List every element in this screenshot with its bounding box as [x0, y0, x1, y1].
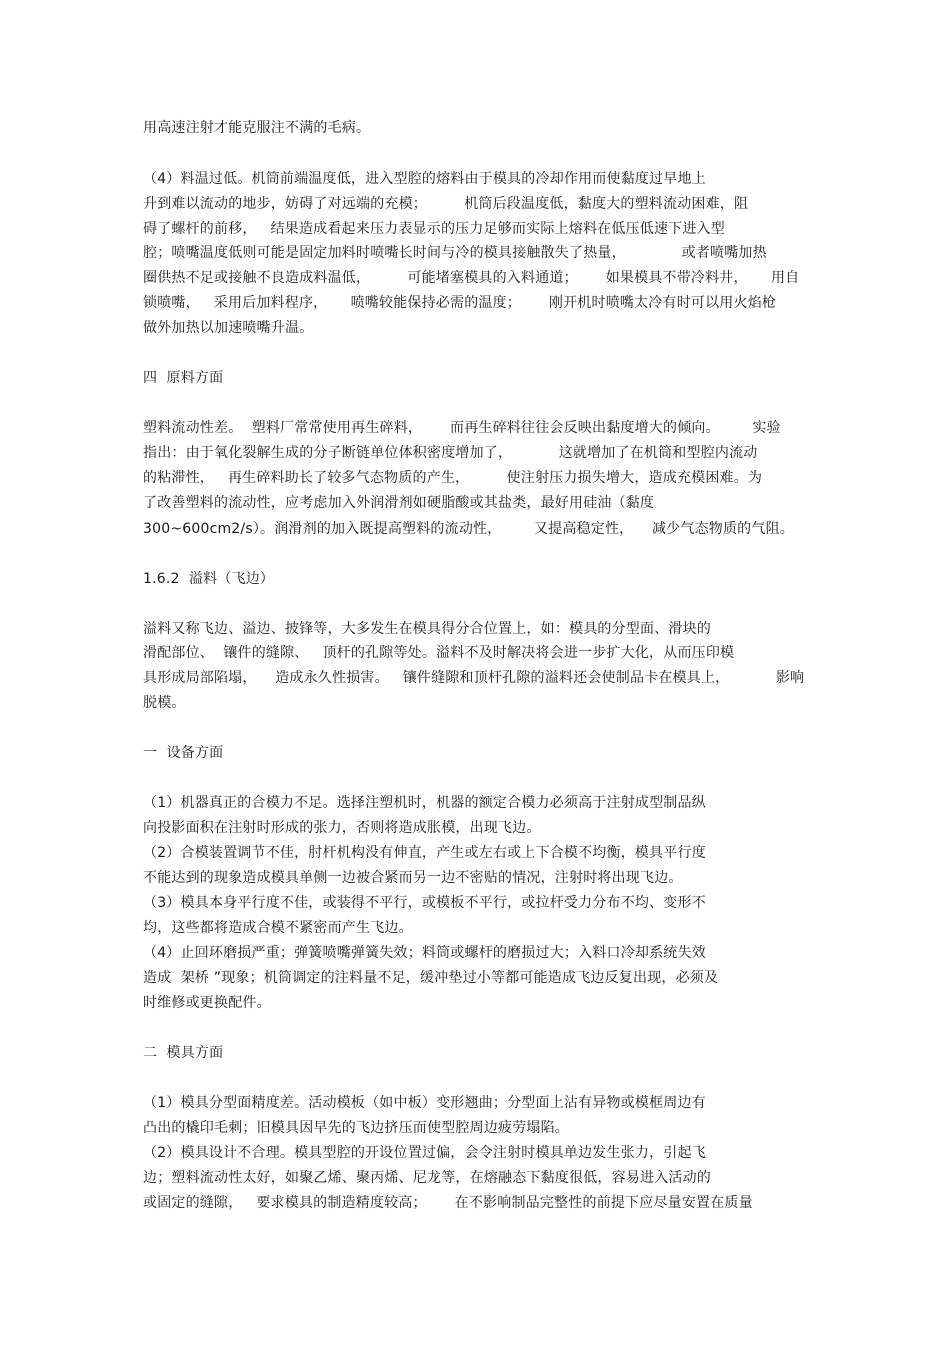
text-line: 凸出的橇印毛刺；旧模具因早先的飞边挤压而使型腔周边疲劳塌陷。 [143, 1120, 569, 1136]
text-line: 均，这些都将造成合模不紧密而产生飞边。 [143, 920, 413, 936]
text-line: （1）模具分型面精度差。活动模板（如中板）变形翘曲；分型面上沾有异物或模框周边有 [143, 1095, 706, 1111]
text-line: 不能达到的现象造成模具单侧一边被合紧而另一边不密贴的情况，注射时将出现飞边。 [143, 870, 683, 886]
section-heading: 二 模具方面 [143, 1045, 224, 1061]
section-heading: 1.6.2 溢料（飞边） [143, 571, 275, 587]
text-line: 锁喷嘴， 采用后加料程序， 喷嘴较能保持必需的温度； 刚开机时喷嘴太冷有时可以用火焰枪 [143, 295, 777, 311]
text-line: （1）机器真正的合模力不足。选择注塑机时，机器的额定合模力必须高于注射成型制品纵 [143, 795, 706, 811]
text-line: 时维修或更换配件。 [143, 995, 271, 1011]
section-heading: 一 设备方面 [143, 745, 224, 761]
text-line: 塑料流动性差。 塑料厂常常使用再生碎料， 而再生碎料往往会反映出黏度增大的倾向。 实验 [143, 420, 781, 436]
text-line: 造成 架桥 ”现象；机筒调定的注料量不足，缓冲垫过小等都可能造成飞边反复出现，必须及 [143, 970, 719, 986]
text-line: 圈供热不足或接触不良造成料温低， 可能堵塞模具的入料通道； 如果模具不带冷料井， 用自 [143, 270, 800, 286]
text-line: 升到难以流动的地步，妨碍了对远端的充模； 机筒后段温度低，黏度大的塑料流动困难，阻 [143, 196, 749, 212]
text-line: 用高速注射才能克服注不满的毛病。 [143, 120, 371, 136]
text-line: 溢料又称飞边、溢边、披锋等，大多发生在模具得分合位置上，如：模具的分型面、滑块的 [143, 621, 711, 637]
text-line: 或固定的缝隙， 要求模具的制造精度较高； 在不影响制品完整性的前提下应尽量安置在质量 [143, 1195, 753, 1211]
text-line: 腔；喷嘴温度低则可能是固定加料时喷嘴长时间与冷的模具接触散失了热量， 或者喷嘴加热 [143, 245, 767, 261]
text-line: 边；塑料流动性太好，如聚乙烯、聚丙烯、尼龙等，在熔融态下黏度很低，容易进入活动的 [143, 1170, 711, 1186]
text-line: 做外加热以加速喷嘴升温。 [143, 320, 314, 336]
text-line: 向投影面积在注射时形成的张力，否则将造成胀模，出现飞边。 [143, 820, 541, 836]
text-line: 滑配部位、 镶件的缝隙、 顶杆的孔隙等处。溢料不及时解决将会进一步扩大化，从而压印模 [143, 645, 735, 661]
text-line: （4）止回环磨损严重；弹簧喷嘴弹簧失效；料筒或螺杆的磨损过大；入料口冷却系统失效 [143, 945, 706, 961]
text-line: 指出：由于氧化裂解生成的分子断链单位体积密度增加了， 这就增加了在机筒和型腔内流动 [143, 445, 758, 461]
text-line: 具形成局部陷塌， 造成永久性损害。 镶件缝隙和顶杆孔隙的溢料还会使制品卡在模具上， 影响 [143, 670, 805, 686]
text-line: 碍了螺杆的前移， 结果造成看起来压力表显示的压力足够而实际上熔料在低压低速下进入型 [143, 221, 725, 237]
text-line: （4）料温过低。机筒前端温度低，进入型腔的熔料由于模具的冷却作用而使黏度过早地上 [143, 171, 706, 187]
text-line: （3）模具本身平行度不佳，或装得不平行，或模板不平行，或拉杆受力分布不均、变形不 [143, 895, 706, 911]
text-line: 了改善塑料的流动性，应考虑加入外润滑剂如硬脂酸或其盐类，最好用硅油（黏度 [143, 495, 655, 511]
section-heading: 四 原料方面 [143, 370, 224, 386]
text-line: （2）合模装置调节不佳，肘杆机构没有伸直，产生或左右或上下合模不均衡，模具平行度 [143, 845, 706, 861]
text-line: 脱模。 [143, 695, 186, 711]
text-line: 300~600cm2/s）。润滑剂的加入既提高塑料的流动性， 又提高稳定性， 减少气态物质的气阻。 [143, 521, 794, 537]
text-line: （2）模具设计不合理。模具型腔的开设位置过偏，会令注射时模具单边发生张力，引起飞 [143, 1145, 706, 1161]
text-line: 的粘滞性， 再生碎料助长了较多气态物质的产生， 使注射压力损失增大，造成充模困难。为 [143, 470, 763, 486]
